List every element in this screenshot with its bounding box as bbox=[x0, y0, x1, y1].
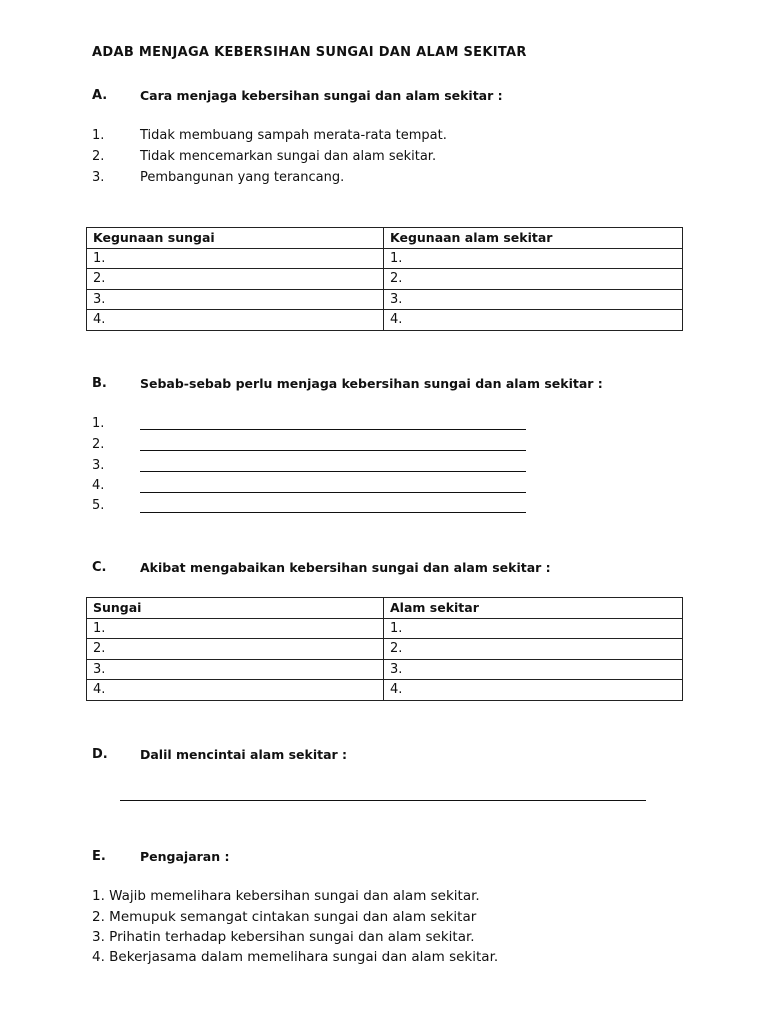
table-cell[interactable]: 3. bbox=[87, 289, 384, 310]
answer-blank-line[interactable] bbox=[140, 435, 526, 451]
section-b-heading: Sebab-sebab perlu menjaga kebersihan sungai dan alam sekitar : bbox=[140, 376, 603, 391]
section-e-letter: E. bbox=[92, 849, 106, 864]
table-row bbox=[87, 618, 683, 639]
section-b-letter: B. bbox=[92, 376, 107, 391]
table-row bbox=[87, 639, 683, 660]
table-row bbox=[87, 310, 683, 331]
section-c-heading: Akibat mengabaikan kebersihan sungai dan alam sekitar : bbox=[140, 560, 551, 575]
section-c-letter: C. bbox=[92, 560, 107, 575]
table-row bbox=[87, 659, 683, 680]
table-cell[interactable]: 3. bbox=[384, 289, 683, 310]
section-b-item-number: 1. bbox=[92, 416, 105, 431]
section-a-item-number: 3. bbox=[92, 170, 105, 185]
section-a-item-text: Pembangunan yang terancang. bbox=[140, 170, 345, 185]
section-e-heading: Pengajaran : bbox=[140, 849, 230, 864]
table-header-cell: Kegunaan sungai bbox=[87, 228, 384, 249]
section-b-item-number: 4. bbox=[92, 478, 105, 493]
table-cell[interactable]: 3. bbox=[87, 659, 384, 680]
answer-blank-line[interactable] bbox=[120, 800, 646, 801]
table-cell[interactable]: 1. bbox=[87, 248, 384, 269]
section-a-item-text: Tidak mencemarkan sungai dan alam sekitar. bbox=[140, 149, 437, 164]
table-header-cell: Kegunaan alam sekitar bbox=[384, 228, 683, 249]
table-akibat bbox=[86, 597, 683, 701]
table-kegunaan bbox=[86, 227, 683, 331]
answer-blank-line[interactable] bbox=[140, 497, 526, 513]
table-cell[interactable]: 4. bbox=[384, 680, 683, 701]
section-b-item-number: 3. bbox=[92, 458, 105, 473]
table-cell[interactable]: 2. bbox=[87, 639, 384, 660]
table-cell[interactable]: 4. bbox=[384, 310, 683, 331]
table-cell[interactable]: 1. bbox=[87, 618, 384, 639]
lesson-item: 2. Memupuk semangat cintakan sungai dan alam sekitar bbox=[92, 909, 477, 925]
table-cell[interactable]: 1. bbox=[384, 248, 683, 269]
table-header-cell: Sungai bbox=[87, 598, 384, 619]
section-b-item-number: 5. bbox=[92, 498, 105, 513]
section-d-letter: D. bbox=[92, 747, 108, 762]
lesson-item: 4. Bekerjasama dalam memelihara sungai dan alam sekitar. bbox=[92, 949, 499, 965]
table-row bbox=[87, 680, 683, 701]
table-cell[interactable]: 2. bbox=[384, 639, 683, 660]
table-row bbox=[87, 248, 683, 269]
table-cell[interactable]: 1. bbox=[384, 618, 683, 639]
table-row bbox=[87, 269, 683, 290]
section-b-item-number: 2. bbox=[92, 437, 105, 452]
table-cell[interactable]: 2. bbox=[384, 269, 683, 290]
section-a-letter: A. bbox=[92, 88, 108, 103]
table-cell[interactable]: 2. bbox=[87, 269, 384, 290]
section-a-heading: Cara menjaga kebersihan sungai dan alam sekitar : bbox=[140, 88, 503, 103]
table-header-cell: Alam sekitar bbox=[384, 598, 683, 619]
lesson-item: 3. Prihatin terhadap kebersihan sungai dan alam sekitar. bbox=[92, 929, 475, 945]
section-a-item-number: 2. bbox=[92, 149, 105, 164]
table-cell[interactable]: 4. bbox=[87, 310, 384, 331]
answer-blank-line[interactable] bbox=[140, 456, 526, 472]
answer-blank-line[interactable] bbox=[140, 414, 526, 430]
section-d-heading: Dalil mencintai alam sekitar : bbox=[140, 747, 348, 762]
table-row bbox=[87, 289, 683, 310]
lesson-item: 1. Wajib memelihara kebersihan sungai dan alam sekitar. bbox=[92, 888, 480, 904]
section-a-item-number: 1. bbox=[92, 128, 105, 143]
table-header-row bbox=[87, 228, 683, 249]
answer-blank-line[interactable] bbox=[140, 477, 526, 493]
table-header-row bbox=[87, 598, 683, 619]
table-cell[interactable]: 4. bbox=[87, 680, 384, 701]
page-title: ADAB MENJAGA KEBERSIHAN SUNGAI DAN ALAM SEKITAR bbox=[92, 45, 527, 60]
table-cell[interactable]: 3. bbox=[384, 659, 683, 680]
section-a-item-text: Tidak membuang sampah merata-rata tempat. bbox=[140, 128, 447, 143]
